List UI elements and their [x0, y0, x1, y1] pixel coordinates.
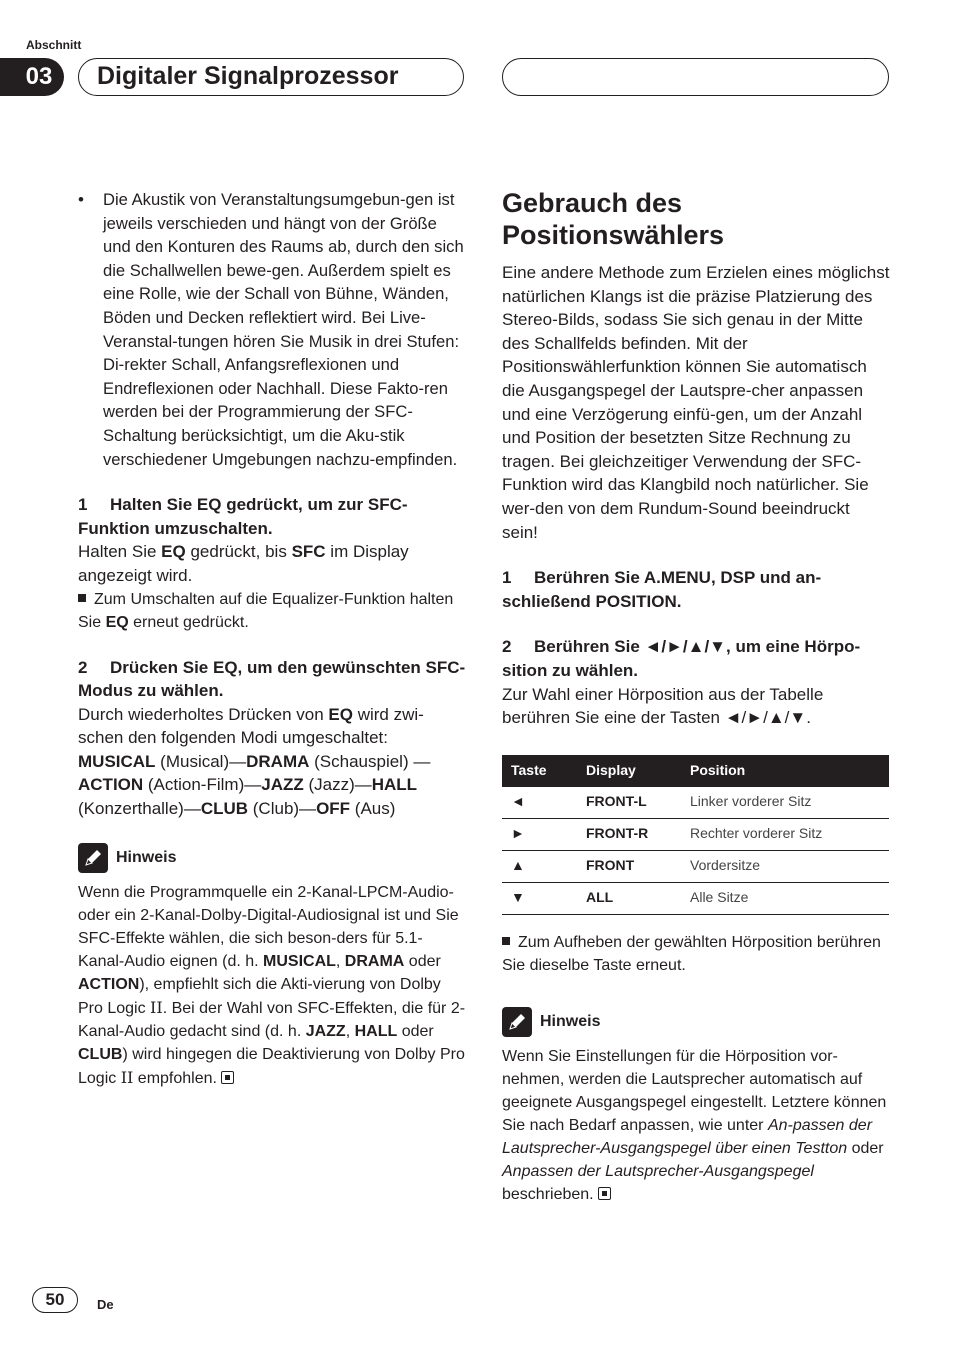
note-text: Wenn die Programmquelle ein 2-Kanal-LPCM-Audio- oder ein 2-Kanal-Dolby-Digital-Audiosignal ist und Sie SFC-Effekte wählen, die sich beson-ders für 5.1-Kanal-Audio eignen (d. h. MUSICAL, DRAMA oder ACTION), empfiehlt sich die Akti-vierung von Dolby Pro Logic II. Bei der Wahl von SFC-Effekten, die für 2-Kanal-Audio gedacht sind (d. h. JAZZ, HALL oder CLUB) wird hingegen die Deaktivierung von Dolby Pro Logic II empfohlen.	[78, 883, 466, 1087]
key-right-arrow: ►	[502, 818, 577, 850]
pencil-note-icon	[78, 843, 108, 873]
note-text: Wenn Sie Einstellungen für die Hörposition vor-nehmen, werden die Lautsprecher automatisch auf geeignete Ausgangspegel eingestellt. Letztere können Sie nach Bedarf anpassen, wie unter An-passen der Lautsprecher-Ausgangspegel über einen Testton oder Anpassen der Lautsprecher-Ausgangspegel beschrieben.	[502, 1047, 887, 1203]
col-header-display: Display	[577, 755, 681, 787]
cancel-note: Zum Aufheben der gewählten Hörposition berühren Sie dieselbe Taste erneut.	[502, 933, 881, 974]
mode-code: HALL	[371, 775, 418, 795]
mode-desc: (Club)—	[248, 799, 317, 819]
table-row	[502, 787, 889, 819]
mode-desc: (Schauspiel) —	[309, 751, 431, 771]
bullet-text: Die Akustik von Veranstaltungsumgebun-gen ist jeweils verschieden und hängt von der Größe und den Konturen des Raums ab, durch den sich die Schallwellen bewe-gen. Außerdem spielt es eine Rolle, wie der Schall von Bühne, Wänden, Böden und Decken reflektiert wird. Bei Live-Veranstal-tungen hören Sie Musik in drei Stufen: Di-rekter Schall, Anfangsreflexionen und Endreflexionen oder Nachhall. Diese Fakto-ren werden bei der Programmierung der SFC-Schaltung berücksichtigt, um die Aku-stik verschiedener Umgebungen nachzu-empfinden.	[103, 190, 464, 469]
step-heading-text: Halten Sie EQ gedrückt, um zur SFC-Funktion umzuschalten.	[78, 495, 408, 538]
header-empty-box	[502, 58, 889, 96]
step-1-heading	[502, 566, 890, 613]
position-value: Alle Sitze	[681, 882, 889, 914]
end-mark-icon	[221, 1071, 234, 1084]
display-value: FRONT-R	[577, 818, 681, 850]
language-code: De	[97, 1297, 114, 1312]
mode-desc: (Aus)	[350, 799, 396, 819]
step-1-heading	[78, 493, 466, 540]
mode-desc: (Jazz)—	[303, 775, 372, 795]
mode-desc: (Musical)—	[155, 751, 247, 771]
intro-text: Eine andere Methode zum Erzielen eines möglichst natürlichen Klangs ist die präzise Platzierung des Stereo-Bilds, sodass Sie sich genau in der Mitte des Schallfelds befinden. Mit der Positionswählerfunktion können Sie automatisch die Ausgangspegel der Lautspre-cher anpassen und eine Verzögerung einfü-gen, um der Anzahl und Position der besetzten Sitze Rechnung zu tragen. Bei gleichzeitiger Verwendung der SFC-Funktion wird das Klangbild noch natürlicher. Sie wer-den von dem Rundum-Sound beeindruckt sein!	[502, 263, 890, 542]
step-heading-text: Drücken Sie EQ, um den gewünschten SFC-Modus zu wählen.	[78, 657, 466, 701]
section-heading: Gebrauch des Positionswählers	[502, 188, 725, 250]
key-up-arrow: ▲	[502, 850, 577, 882]
mode-desc: (Konzerthalle)—	[78, 799, 201, 819]
step-number: 2	[502, 637, 512, 657]
step-2-heading	[502, 635, 890, 682]
page-number: 50	[32, 1287, 78, 1313]
step-1-note: Zum Umschalten auf die Equalizer-Funktion halten Sie EQ erneut gedrückt.	[78, 590, 454, 631]
table-row	[502, 850, 889, 882]
mode-list	[78, 752, 430, 818]
mode-code: OFF	[316, 799, 351, 819]
pencil-note-icon	[502, 1007, 532, 1037]
display-value: FRONT	[577, 850, 681, 882]
step-heading-text: Berühren Sie ◄/►/▲/▼, um eine Hörpo-sition zu wählen.	[502, 637, 861, 680]
display-value: ALL	[577, 882, 681, 914]
position-table	[502, 755, 889, 915]
mode-desc: (Action-Film)—	[143, 775, 262, 795]
key-left-arrow: ◄	[502, 787, 577, 819]
bullet-dot-icon: •	[78, 190, 84, 209]
right-column	[502, 187, 890, 1206]
table-header-row	[502, 755, 889, 787]
note-header	[502, 1007, 890, 1037]
square-bullet-icon	[78, 594, 86, 602]
bullet-item	[78, 188, 466, 471]
section-number: 03	[0, 58, 64, 96]
note-header	[78, 843, 466, 873]
section-label: Abschnitt	[26, 38, 82, 52]
display-value: FRONT-L	[577, 787, 681, 819]
step-2-body: Zur Wahl einer Hörposition aus der Tabelle berühren Sie eine der Tasten ◄/►/▲/▼.	[502, 684, 824, 728]
left-column	[78, 188, 466, 1090]
step-number: 2	[78, 657, 88, 677]
step-2-heading	[78, 656, 466, 703]
step-heading-text: Berühren Sie A.MENU, DSP und an-schließend POSITION.	[502, 568, 822, 611]
step-number: 1	[502, 568, 512, 588]
step-2-body: Durch wiederholtes Drücken von EQ wird zwi-schen den folgenden Modi umgeschaltet: MUSICAL (Musical)—DRAMA (Schauspiel) —ACTION (Action-Film)—JAZZ (Jazz)—HALL (Konzerthalle)—CLUB (Club)—OFF (Aus)	[78, 704, 431, 819]
col-header-taste: Taste	[502, 755, 577, 787]
square-bullet-icon	[502, 937, 510, 945]
mode-code: JAZZ	[261, 775, 304, 795]
note-label: Hinweis	[116, 848, 177, 866]
col-header-position: Position	[681, 755, 889, 787]
step-1-body: Halten Sie EQ gedrückt, bis SFC im Display angezeigt wird.	[78, 542, 409, 585]
end-mark-icon	[598, 1187, 611, 1200]
mode-code: ACTION	[78, 775, 144, 795]
table-row	[502, 882, 889, 914]
table-row	[502, 818, 889, 850]
position-value: Linker vorderer Sitz	[681, 787, 889, 819]
mode-code: DRAMA	[246, 751, 310, 771]
mode-code: MUSICAL	[78, 751, 156, 771]
step-number: 1	[78, 495, 88, 515]
note-label: Hinweis	[540, 1012, 601, 1030]
position-value: Rechter vorderer Sitz	[681, 818, 889, 850]
position-value: Vordersitze	[681, 850, 889, 882]
mode-code: CLUB	[200, 799, 249, 819]
section-title: Digitaler Signalprozessor	[78, 58, 464, 96]
key-down-arrow: ▼	[502, 882, 577, 914]
